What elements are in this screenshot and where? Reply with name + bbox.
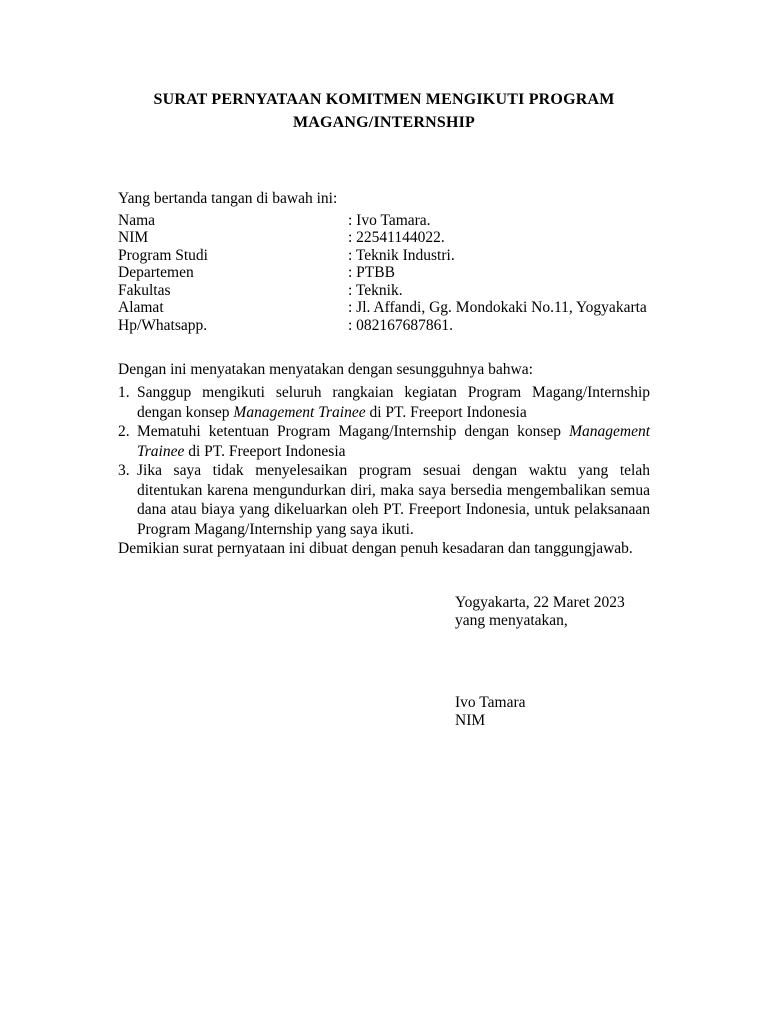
title-line-1: SURAT PERNYATAAN KOMITMEN MENGIKUTI PROGRAM xyxy=(153,91,615,108)
signature-space xyxy=(455,630,650,694)
signature-block xyxy=(455,594,650,730)
item-text-post: di PT. Freeport Indonesia xyxy=(365,403,527,421)
item-text-italic: Management Trainee xyxy=(233,403,366,421)
statement-intro: Dengan ini menyatakan menyatakan dengan sesungguhnya bahwa: xyxy=(118,361,533,378)
field-label: Nama xyxy=(118,211,156,229)
field-value: : Ivo Tamara. xyxy=(348,211,431,229)
field-label: Program Studi xyxy=(118,246,208,264)
signature-nim: NIM xyxy=(455,711,486,729)
field-label: Fakultas xyxy=(118,281,171,299)
field-value: : Teknik Industri. xyxy=(348,246,455,264)
item-text xyxy=(137,461,650,539)
field-label: Departemen xyxy=(118,264,194,281)
field-row-nama xyxy=(118,212,650,230)
item-text-post: di PT. Freeport Indonesia xyxy=(184,442,346,460)
item-number: 2. xyxy=(118,423,130,440)
item-text xyxy=(137,383,650,422)
item-text-pre: Sanggup mengikuti seluruh rangkaian kegiatan Program Magang/Internship dengan konsep xyxy=(137,384,650,421)
field-row-alamat xyxy=(118,299,650,317)
statement-item-2 xyxy=(118,422,650,461)
item-text-pre: Mematuhi ketentuan Program Magang/Internship dengan konsep xyxy=(137,423,570,440)
statement-section xyxy=(118,360,650,559)
field-row-program-studi xyxy=(118,247,650,265)
item-number: 3. xyxy=(118,462,130,479)
title-line-2: MAGANG/INTERNSHIP xyxy=(292,114,476,131)
statement-item-1 xyxy=(118,383,650,422)
statement-item-3 xyxy=(118,461,650,539)
item-number: 1. xyxy=(118,384,130,401)
identity-fields xyxy=(118,212,650,335)
field-row-hp-whatsapp xyxy=(118,317,650,335)
field-value: : 082167687861. xyxy=(348,316,454,334)
closing-line: Demikian surat pernyataan ini dibuat dengan penuh kesadaran dan tanggungjawab. xyxy=(118,540,633,557)
field-label: Alamat xyxy=(118,299,164,316)
signature-declarer: yang menyatakan, xyxy=(455,611,568,629)
field-value: : PTBB xyxy=(348,264,395,281)
document-title xyxy=(118,88,650,134)
field-row-fakultas xyxy=(118,282,650,300)
field-value: : Jl. Affandi, Gg. Mondokaki No.11, Yogyakarta xyxy=(348,299,647,316)
field-row-departemen xyxy=(118,264,650,282)
intro-line: Yang bertanda tangan di bawah ini: xyxy=(118,190,338,207)
item-text xyxy=(137,422,650,461)
field-label: NIM xyxy=(118,229,149,246)
item-text-italic: Management Trainee xyxy=(137,423,650,460)
signature-name: Ivo Tamara xyxy=(455,693,526,711)
field-value: : Teknik. xyxy=(348,281,403,299)
field-row-nim xyxy=(118,229,650,247)
signature-place-date: Yogyakarta, 22 Maret 2023 xyxy=(455,593,625,611)
field-value: : 22541144022. xyxy=(348,229,445,246)
field-label: Hp/Whatsapp. xyxy=(118,316,208,334)
item-text-pre: Jika saya tidak menyelesaikan program sesuai dengan waktu yang telah ditentukan karena mengundurkan diri, maka saya bersedia mengembalikan semua dana atau biaya yang dikeluarkan oleh PT. Freeport Indonesia, untuk pelaksanaan Program Magang/Internship yang saya ikuti. xyxy=(137,462,650,538)
